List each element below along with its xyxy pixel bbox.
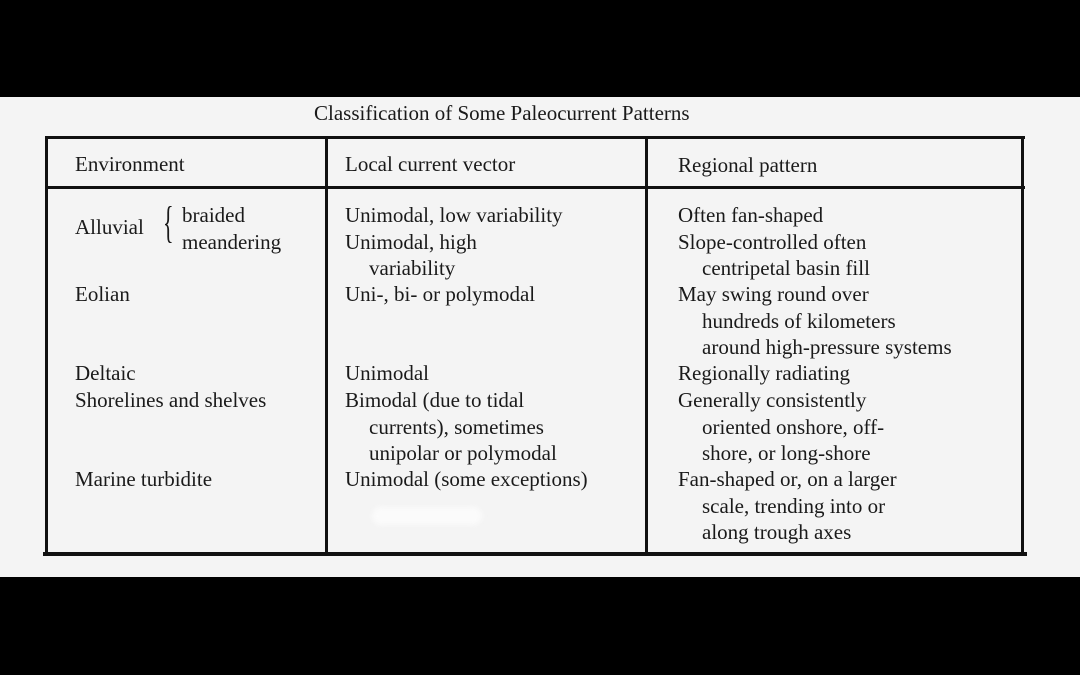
local-line: Uni-, bi- or polymodal	[345, 282, 536, 306]
local-line: Unimodal	[345, 361, 429, 385]
brace-symbol: {	[163, 198, 174, 247]
regional-deltaic	[678, 360, 850, 387]
local-eolian	[345, 281, 535, 308]
env-eolian: Eolian	[75, 282, 130, 306]
table-title: Classification of Some Paleocurrent Patterns	[314, 101, 690, 125]
regional-line: scale, trending into or	[702, 493, 886, 518]
regional-eolian	[678, 281, 952, 361]
regional-line: May swing round over	[678, 282, 869, 306]
erasure-smudge	[372, 507, 482, 525]
regional-line: Slope-controlled often	[678, 229, 867, 254]
local-shorelines	[345, 387, 557, 467]
env-marine-turbidite: Marine turbidite	[75, 467, 213, 491]
regional-line: Generally consistently	[678, 388, 867, 412]
local-line: variability	[369, 256, 456, 281]
header-local-current-vector: Local current vector	[345, 152, 516, 176]
header-environment: Environment	[75, 152, 185, 176]
regional-line: oriented onshore, off-	[702, 414, 885, 439]
local-line: unipolar or polymodal	[369, 441, 557, 466]
env-alluvial-subtypes	[182, 202, 281, 255]
local-alluvial	[345, 202, 563, 282]
table-left-border	[45, 136, 48, 556]
header-regional-pattern: Regional pattern	[678, 153, 818, 177]
table-top-border	[45, 136, 1025, 139]
local-line: Unimodal, high	[345, 229, 477, 254]
header-divider	[45, 186, 1025, 189]
regional-shorelines	[678, 387, 884, 467]
regional-line: Fan-shaped or, on a larger	[678, 467, 897, 491]
column-divider-2	[645, 136, 648, 556]
local-line: Unimodal, low variability	[345, 203, 563, 227]
regional-line: hundreds of kilometers	[702, 308, 896, 333]
regional-line: centripetal basin fill	[702, 256, 870, 281]
local-marine-turbidite	[345, 466, 588, 493]
local-line: currents), sometimes	[369, 414, 544, 439]
env-shorelines: Shorelines and shelves	[75, 388, 267, 412]
local-line: Unimodal (some exceptions)	[345, 467, 588, 491]
table-right-border	[1021, 136, 1024, 556]
regional-alluvial	[678, 202, 870, 282]
regional-line: Regionally radiating	[678, 361, 851, 385]
env-deltaic: Deltaic	[75, 361, 136, 385]
subtype-braided: braided	[182, 203, 245, 227]
local-line: Bimodal (due to tidal	[345, 388, 525, 412]
env-alluvial: Alluvial	[75, 215, 144, 239]
table-bottom-border	[43, 552, 1027, 556]
subtype-meandering: meandering	[182, 229, 282, 254]
regional-line: shore, or long-shore	[702, 441, 871, 466]
column-divider-1	[325, 136, 328, 556]
regional-marine-turbidite	[678, 466, 897, 546]
regional-line: along trough axes	[702, 520, 852, 545]
regional-line: around high-pressure systems	[702, 335, 952, 360]
regional-line: Often fan-shaped	[678, 203, 824, 227]
local-deltaic	[345, 360, 429, 387]
